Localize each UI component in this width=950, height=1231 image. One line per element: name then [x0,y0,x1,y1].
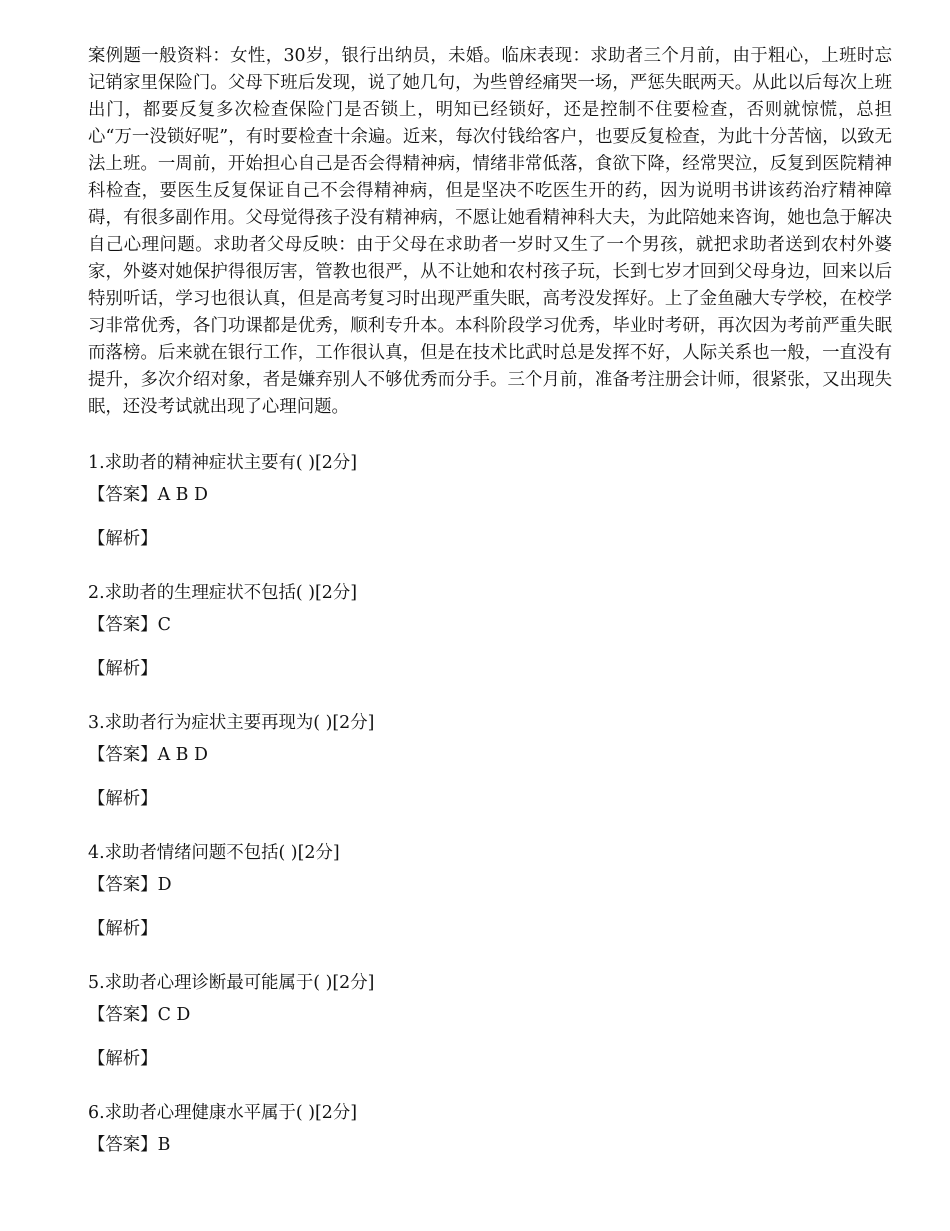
question-stem: 2.求助者的生理症状不包括( )[2分] [88,583,358,603]
question-analysis: 【解析】 [88,789,158,809]
question-answer: 【答案】A B D [88,485,208,505]
question-list [88,451,892,1231]
question-analysis: 【解析】 [88,659,158,679]
question-stem: 1.求助者的精神症状主要有( )[2分] [88,453,358,473]
question-stem: 3.求助者行为症状主要再现为( )[2分] [88,713,375,733]
question-analysis: 【解析】 [88,529,158,549]
question-answer: 【答案】C D [88,1005,191,1025]
question-analysis: 【解析】 [88,1049,158,1069]
question-item [88,1101,892,1231]
question-answer: 【答案】A B D [88,745,208,765]
question-item [88,971,892,1101]
question-analysis: 【解析】 [88,919,158,939]
question-answer: 【答案】C [88,615,171,635]
question-item [88,581,892,711]
case-description: 案例题一般资料：女性，30岁，银行出纳员，未婚。临床表现：求助者三个月前，由于粗心，上班时忘记销家里保险门。父母下班后发现，说了她几句，为些曾经痛哭一场，严惩失眠两天。从此以后每次上班出门，都要反复多次检查保险门是否锁上，明知已经锁好，还是控制不住要检查，否则就惊慌，总担心“万一没锁好呢”，有时要检查十余遍。近来，每次付钱给客户，也要反复检查，为此十分苦恼，以致无法上班。一周前，开始担心自己是否会得精神病，情绪非常低落，食欲下降，经常哭泣，反复到医院精神科检查，要医生反复保证自己不会得精神病，但是坚决不吃医生开的药，因为说明书讲该药治疗精神障碍，有很多副作用。父母觉得孩子没有精神病，不愿让她看精神科大夫，为此陪她来咨询，她也急于解决自己心理问题。求助者父母反映：由于父母在求助者一岁时又生了一个男孩，就把求助者送到农村外婆家，外婆对她保护得很厉害，管教也很严，从不让她和农村孩子玩，长到七岁才回到父母身边，回来以后特别听话，学习也很认真，但是高考复习时出现严重失眠，高考没发挥好。上了金鱼融大专学校，在校学习非常优秀，各门功课都是优秀，顺利专升本。本科阶段学习优秀，毕业时考研，再次因为考前严重失眠而落榜。后来就在银行工作，工作很认真，但是在技术比武时总是发挥不好，人际关系也一般，一直没有提升，多次介绍对象，者是嫌弃别人不够优秀而分手。三个月前，准备考注册会计师，很紧张，又出现失眠，还没考试就出现了心理问题。 [88,46,892,417]
question-item [88,451,892,581]
question-stem: 4.求助者情绪问题不包括( )[2分] [88,843,340,863]
question-item [88,711,892,841]
question-stem: 5.求助者心理诊断最可能属于( )[2分] [88,973,375,993]
question-answer: 【答案】B [88,1135,171,1155]
question-stem: 6.求助者心理健康水平属于( )[2分] [88,1103,358,1123]
question-item [88,841,892,971]
question-answer: 【答案】D [88,875,172,895]
